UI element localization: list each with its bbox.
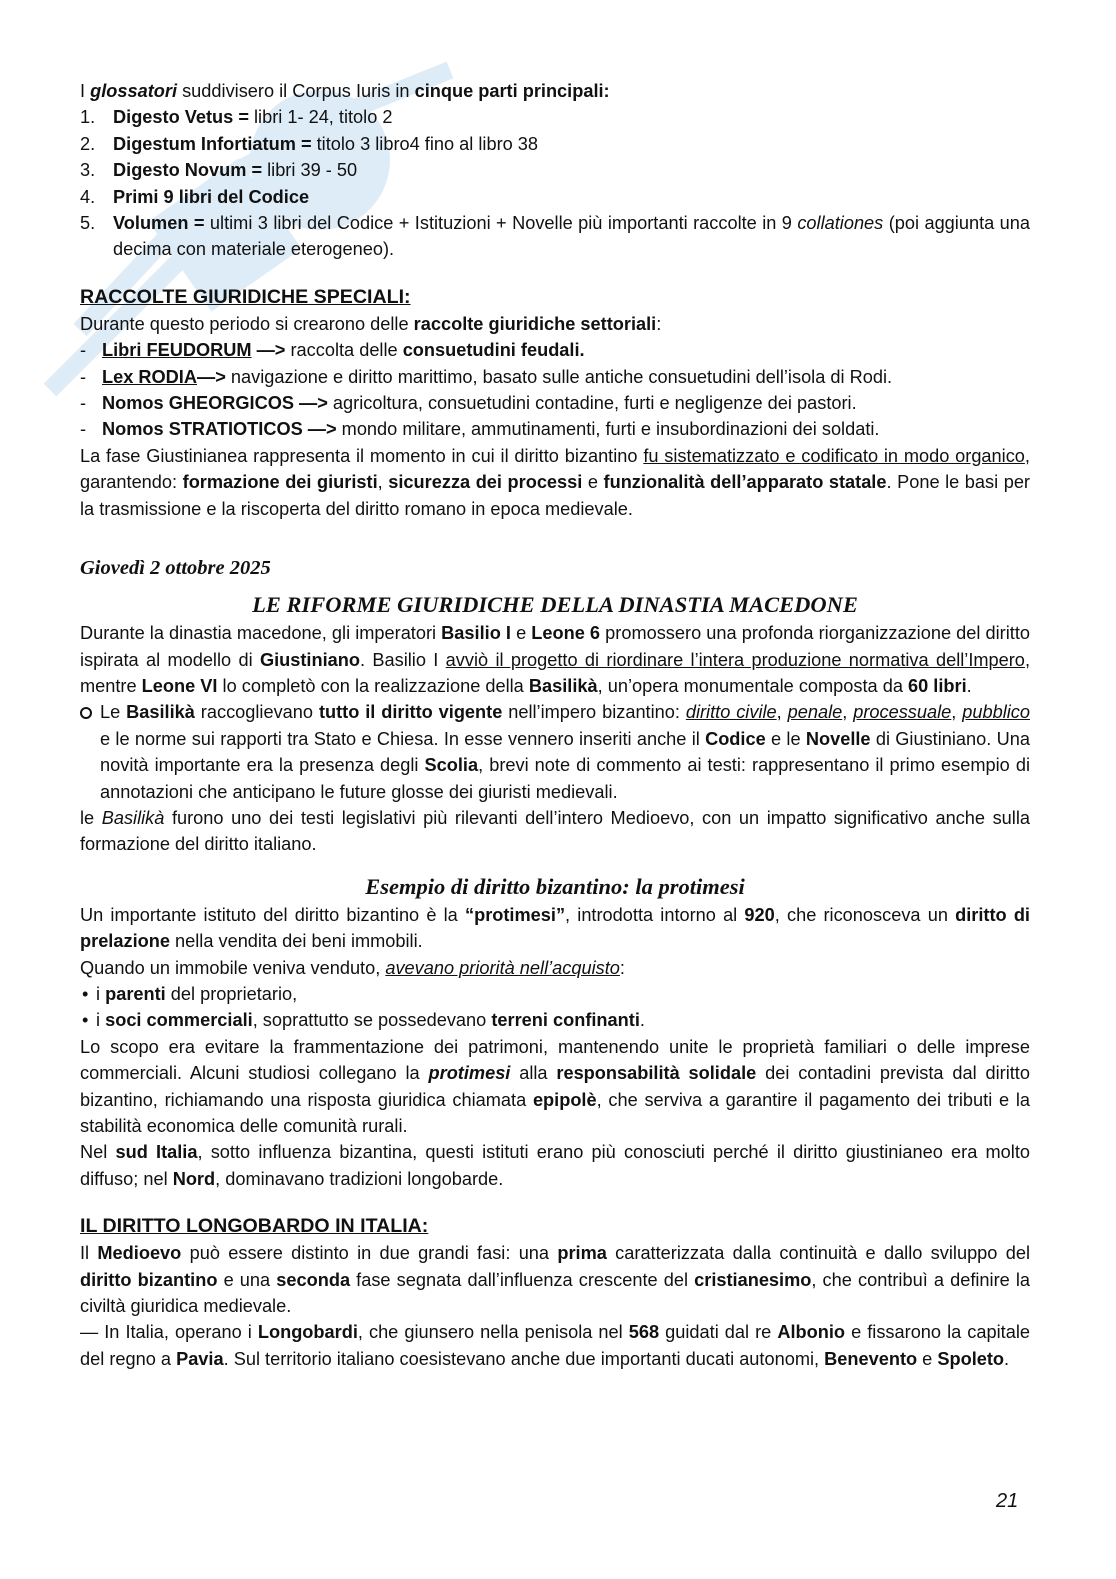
list-item: 2. Digestum Infortiatum = titolo 3 libro4 fino al libro 38 [80,133,539,154]
sud-italia-paragraph: Nel sud Italia, sotto influenza bizantina, questi istituti erano più conosciuti perché il diritto giustinianeo era molto diffuso; nel Nord, dominavano tradizioni longobarde. [80,1142,1030,1189]
protimesi-paragraph: Un importante istituto del diritto bizantino è la “protimesi”, introdotta intorno al 920, che riconosceva un diritto di prelazione nella vendita dei beni immobili. [80,904,1030,952]
medioevo-paragraph: Il Medioevo può essere distinto in due grandi fasi: una prima caratterizzata dalla continuità e dallo sviluppo del diritto bizantino e una seconda fase segnata dall’influenza crescente del cristianesimo, che contribuì a definire la civiltà giuridica medievale. [80,1243,1031,1317]
section-title-macedone: LE RIFORME GIURIDICHE DELLA DINASTIA MACEDONE [252,592,858,618]
list-item: 3. Digesto Novum = libri 39 - 50 [80,160,358,181]
list-item: 5. Volumen = ultimi 3 libri del Codice + Istituzioni + Novelle più importanti raccolte in 9 collationes (poi aggiunta una decima con materiale eterogeneo). [80,213,1030,260]
circle-bullet-icon [80,707,92,719]
section-title-protimesi: Esempio di diritto bizantino: la protimesi [365,873,745,899]
list-item: 4. Primi 9 libri del Codice [80,186,310,207]
macedone-paragraph: Durante la dinastia macedone, gli imperatori Basilio I e Leone 6 promossero una profonda riorganizzazione del diritto ispirata al modello di Giustiniano. Basilio I avviò il progetto di riordinare l’intera produzione normativa dell’Impero, mentre Leone VI lo completò con la realizzazione della Basilikà, un’opera monumentale composta da 60 libri. [80,623,1030,696]
basilika-summary: le Basilikà furono uno dei testi legislativi più rilevanti dell’intero Medioevo, con un impatto significativo anche sulla formazione del diritto italiano. [80,807,1030,855]
list-item: - Libri FEUDORUM —> raccolta delle consuetudini feudali. [80,340,585,361]
glossatori-intro: I glossatori suddivisero il Corpus Iuris in cinque parti principali: [80,81,610,101]
list-item: - Lex RODIA—> navigazione e diritto marittimo, basato sulle antiche consuetudini dell’isola di Rodi. [80,366,893,387]
lesson-date: Giovedì 2 ottobre 2025 [80,557,271,580]
list-item: • i parenti del proprietario, [82,983,298,1004]
page-number: 21 [996,1490,1019,1512]
priorita-line: Quando un immobile veniva venduto, avevano priorità nell’acquisto: [80,957,625,978]
scopo-paragraph: Lo scopo era evitare la frammentazione dei patrimoni, mantenendo unite le proprietà familiari o delle imprese commerciali. Alcuni studiosi collegano la protimesi alla responsabilità solidale dei contadini prevista dal diritto bizantino, richiamando una risposta giuridica chiamata epipolè, che serviva a garantire il pagamento dei tributi e la stabilità economica delle comunità rurali. [80,1036,1030,1136]
longobardi-paragraph: — In Italia, operano i Longobardi, che giunsero nella penisola nel 568 guidati dal re Albonio e fissarono la capitale del regno a Pavia. Sul territorio italiano coesistevano anche due importanti ducati autonomi, Benevento e Spoleto. [80,1322,1030,1369]
list-item: - Nomos STRATIOTICOS —> mondo militare, ammutinamenti, furti e insubordinazioni dei soldati. [80,419,880,440]
section-heading-raccolte: RACCOLTE GIURIDICHE SPECIALI: [80,285,411,308]
basilika-list [80,699,1030,805]
raccolte-list [80,337,1030,443]
section-heading-longobardo: IL DIRITTO LONGOBARDO IN ITALIA: [80,1215,429,1238]
list-item: - Nomos GHEORGICOS —> agricoltura, consuetudini contadine, furti e negligenze dei pastori. [80,393,857,414]
document-page [80,78,1030,1372]
corpus-parts-list [80,104,1030,262]
priorita-list [80,981,1030,1034]
giustinianea-paragraph: La fase Giustinianea rappresenta il momento in cui il diritto bizantino fu sistematizzato e codificato in modo organico, garantendo: formazione dei giuristi, sicurezza dei processi e funzionalità dell’apparato statale. Pone le basi per la trasmissione e la riscoperta del diritto romano in epoca medievale. [80,445,1030,519]
raccolte-intro: Durante questo periodo si crearono delle raccolte giuridiche settoriali: [80,313,662,334]
list-item: • i soci commerciali, soprattutto se possedevano terreni confinanti. [82,1010,645,1031]
list-item: Le Basilikà raccoglievano tutto il diritto vigente nell’impero bizantino: diritto civile, penale, processuale, pubblico e le norme sui rapporti tra Stato e Chiesa. In esse vennero inseriti anche il Codice e le Novelle di Giustiniano. Una novità importante era la presenza degli Scolia, brevi note di commento ai testi: rappresentano il primo esempio di annotazioni che anticipano le future glosse dei giuristi medievali. [80,699,1030,805]
list-item: 1. Digesto Vetus = libri 1- 24, titolo 2 [80,107,393,128]
